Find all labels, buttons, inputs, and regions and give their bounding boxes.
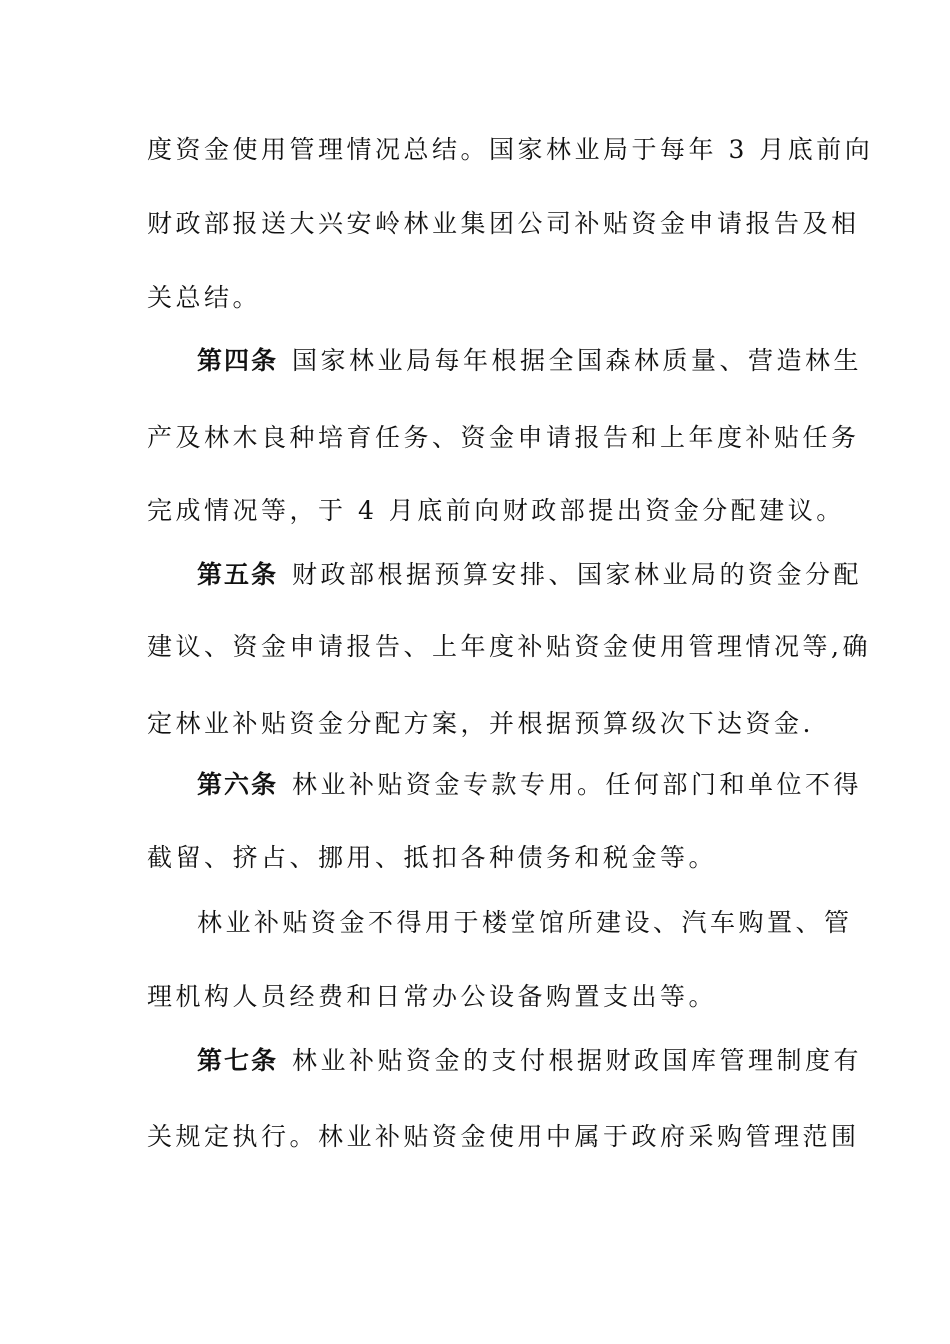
line-text: 产及林木良种培育任务、资金申请报告和上年度补贴任务 [147,423,860,452]
text-line [147,1117,860,1157]
article-4-line [197,341,863,381]
text-line [147,977,807,1017]
article-6-line [197,765,863,805]
text-line [147,491,845,531]
article-heading: 第七条 [197,1046,279,1075]
text-line [197,903,853,943]
article-5-line [197,555,863,595]
text-line [147,418,860,458]
line-text: 截留、挤占、挪用、抵扣各种债务和税金等。 [147,843,718,872]
line-text: 林业补贴资金专款专用。任何部门和单位不得 [292,770,863,799]
text-line [147,278,807,318]
line-text: 林业补贴资金的支付根据财政国库管理制度有 [292,1046,863,1075]
line-text: 财政部根据预算安排、国家林业局的资金分配 [292,560,863,589]
line-text: 度资金使用管理情况总结。国家林业局于每年 3 月底前向 [147,135,874,164]
line-text: 关总结。 [147,283,262,312]
article-heading: 第四条 [197,346,279,375]
line-text: 财政部报送大兴安岭林业集团公司补贴资金申请报告及相 [147,209,860,238]
line-text: 完成情况等，于 4 月底前向财政部提出资金分配建议。 [147,496,845,525]
line-text: 国家林业局每年根据全国森林质量、营造林生 [292,346,863,375]
article-heading: 第六条 [197,770,279,799]
line-text: 定林业补贴资金分配方案，并根据预算级次下达资金. [147,709,814,738]
line-text: 林业补贴资金不得用于楼堂馆所建设、汽车购置、管 [197,908,853,937]
article-7-line [197,1041,863,1081]
article-heading: 第五条 [197,560,279,589]
text-line [147,130,874,170]
text-line [147,627,871,667]
line-text: 建议、资金申请报告、上年度补贴资金使用管理情况等,确 [147,632,871,661]
text-line [147,838,807,878]
line-text: 关规定执行。林业补贴资金使用中属于政府采购管理范围 [147,1122,860,1151]
text-line [147,704,814,744]
text-line [147,204,860,244]
line-text: 理机构人员经费和日常办公设备购置支出等。 [147,982,718,1011]
